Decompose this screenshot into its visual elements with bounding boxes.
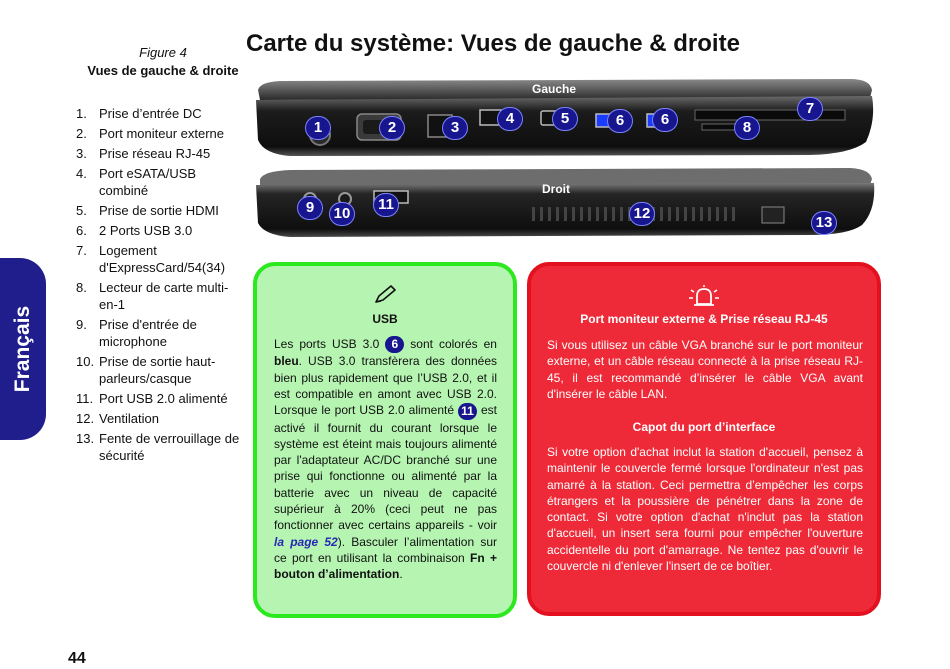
callout-badge: 7 — [798, 98, 822, 120]
pen-icon — [372, 284, 398, 306]
callout-badge: 13 — [812, 212, 836, 234]
callout-badge: 11 — [374, 194, 398, 216]
callout-badge: 6 — [385, 336, 404, 353]
list-item: 2. Port moniteur externe — [76, 126, 225, 141]
list-item: 7. Logement d'ExpressCard/54(34) — [76, 243, 226, 275]
usb-heading: USB — [372, 312, 398, 326]
language-tab-label: Français — [11, 305, 34, 393]
list-item: 12. Ventilation — [76, 411, 159, 426]
warning-text-2: Si votre option d'achat inclut la station d'accueil, pensez à maintenir le couvercle fermé lorsque l'ordinateur n'est pas amarré à la station. Ceci permettra d’empêcher les corps étrangers et la poussière de pénétrer dans la zone de contact. Si votre option d'achat n'inclut pas la station d'accueil, un insert sera fourni pour empêcher l'ouverture accidentelle du port d'amarrage. Ne tentez pas d'ouvrir le couvercle ni d'enlever l'insert de ce boîtier. — [547, 445, 863, 574]
list-item: 11. Port USB 2.0 alimenté — [76, 391, 228, 406]
laptop-left-view — [250, 70, 878, 165]
figure-title: Vues de gauche & droite — [87, 63, 239, 78]
warning-heading-1: Port moniteur externe & Prise réseau RJ-45 — [580, 312, 828, 326]
callout-badge: 12 — [630, 203, 654, 225]
list-item: 9. Prise d'entrée de microphone — [76, 317, 197, 349]
port-legend — [76, 105, 241, 467]
page-number: 44 — [68, 650, 86, 667]
list-item: 6. 2 Ports USB 3.0 — [76, 223, 193, 238]
alarm-bell-icon — [687, 284, 721, 310]
usb-text: Les ports USB 3.0 6 sont colorés en bleu. USB 3.0 transfèrera des données bien plus rapidement que l’USB 2.0, et il est compatible en amont avec USB 2.0. Lorsque le port USB 2.0 alimenté 11 est activé il fournit du courant lorsque le système est éteint mais toujours alimenté par l'adaptateur AC/DC branché sur une prise qui fonctionne ou alimenté par la batterie avec un niveau de capacité supérieur à 20% (ceci peut ne pas fonctionner avec certains appareils - voir la page 52). Basculer l’alimentation sur ce port en utilisant la combinaison Fn + bouton d’alimentation. — [274, 337, 498, 582]
language-tab — [0, 258, 46, 440]
list-item: 13. Fente de verrouillage de sécurité — [76, 431, 240, 463]
laptop-right-view — [250, 165, 878, 245]
callout-badge: 11 — [458, 403, 477, 420]
warning-heading-2: Capot du port d’interface — [632, 420, 776, 434]
list-item: 1. Prise d’entrée DC — [76, 106, 202, 121]
list-item: 8. Lecteur de carte multi-en-1 — [76, 280, 229, 312]
callout-badge: 1 — [306, 117, 330, 139]
callout-badge: 3 — [443, 117, 467, 139]
left-view-label: Gauche — [532, 82, 577, 96]
warning-box — [527, 262, 881, 616]
list-item: 5. Prise de sortie HDMI — [76, 203, 219, 218]
callout-badge: 6 — [653, 109, 677, 131]
warning-text-1: Si vous utilisez un câble VGA branché sur le port moniteur externe, et un câble réseau connecté à la prise réseau RJ-45, il est recommandé d’insérer le câble VGA avant d'insérer le câble LAN. — [547, 338, 863, 401]
list-item: 4. Port eSATA/USB combiné — [76, 166, 197, 198]
figure-caption — [78, 44, 248, 80]
callout-badge: 2 — [380, 117, 404, 139]
page-title: Carte du système: Vues de gauche & droite — [246, 30, 740, 57]
page-link[interactable]: la page 52 — [274, 534, 338, 549]
callout-badge: 5 — [553, 108, 577, 130]
list-item: 10. Prise de sortie haut-parleurs/casque — [76, 354, 216, 386]
list-item: 3. Prise réseau RJ-45 — [76, 146, 211, 161]
callout-badge: 4 — [498, 108, 522, 130]
figure-number: Figure 4 — [139, 45, 187, 60]
usb-info-box — [253, 262, 517, 618]
callout-badge: 6 — [608, 110, 632, 132]
right-view-label: Droit — [542, 182, 570, 196]
callout-badge: 8 — [735, 117, 759, 139]
callout-badge: 9 — [298, 197, 322, 219]
callout-badge: 10 — [330, 203, 354, 225]
